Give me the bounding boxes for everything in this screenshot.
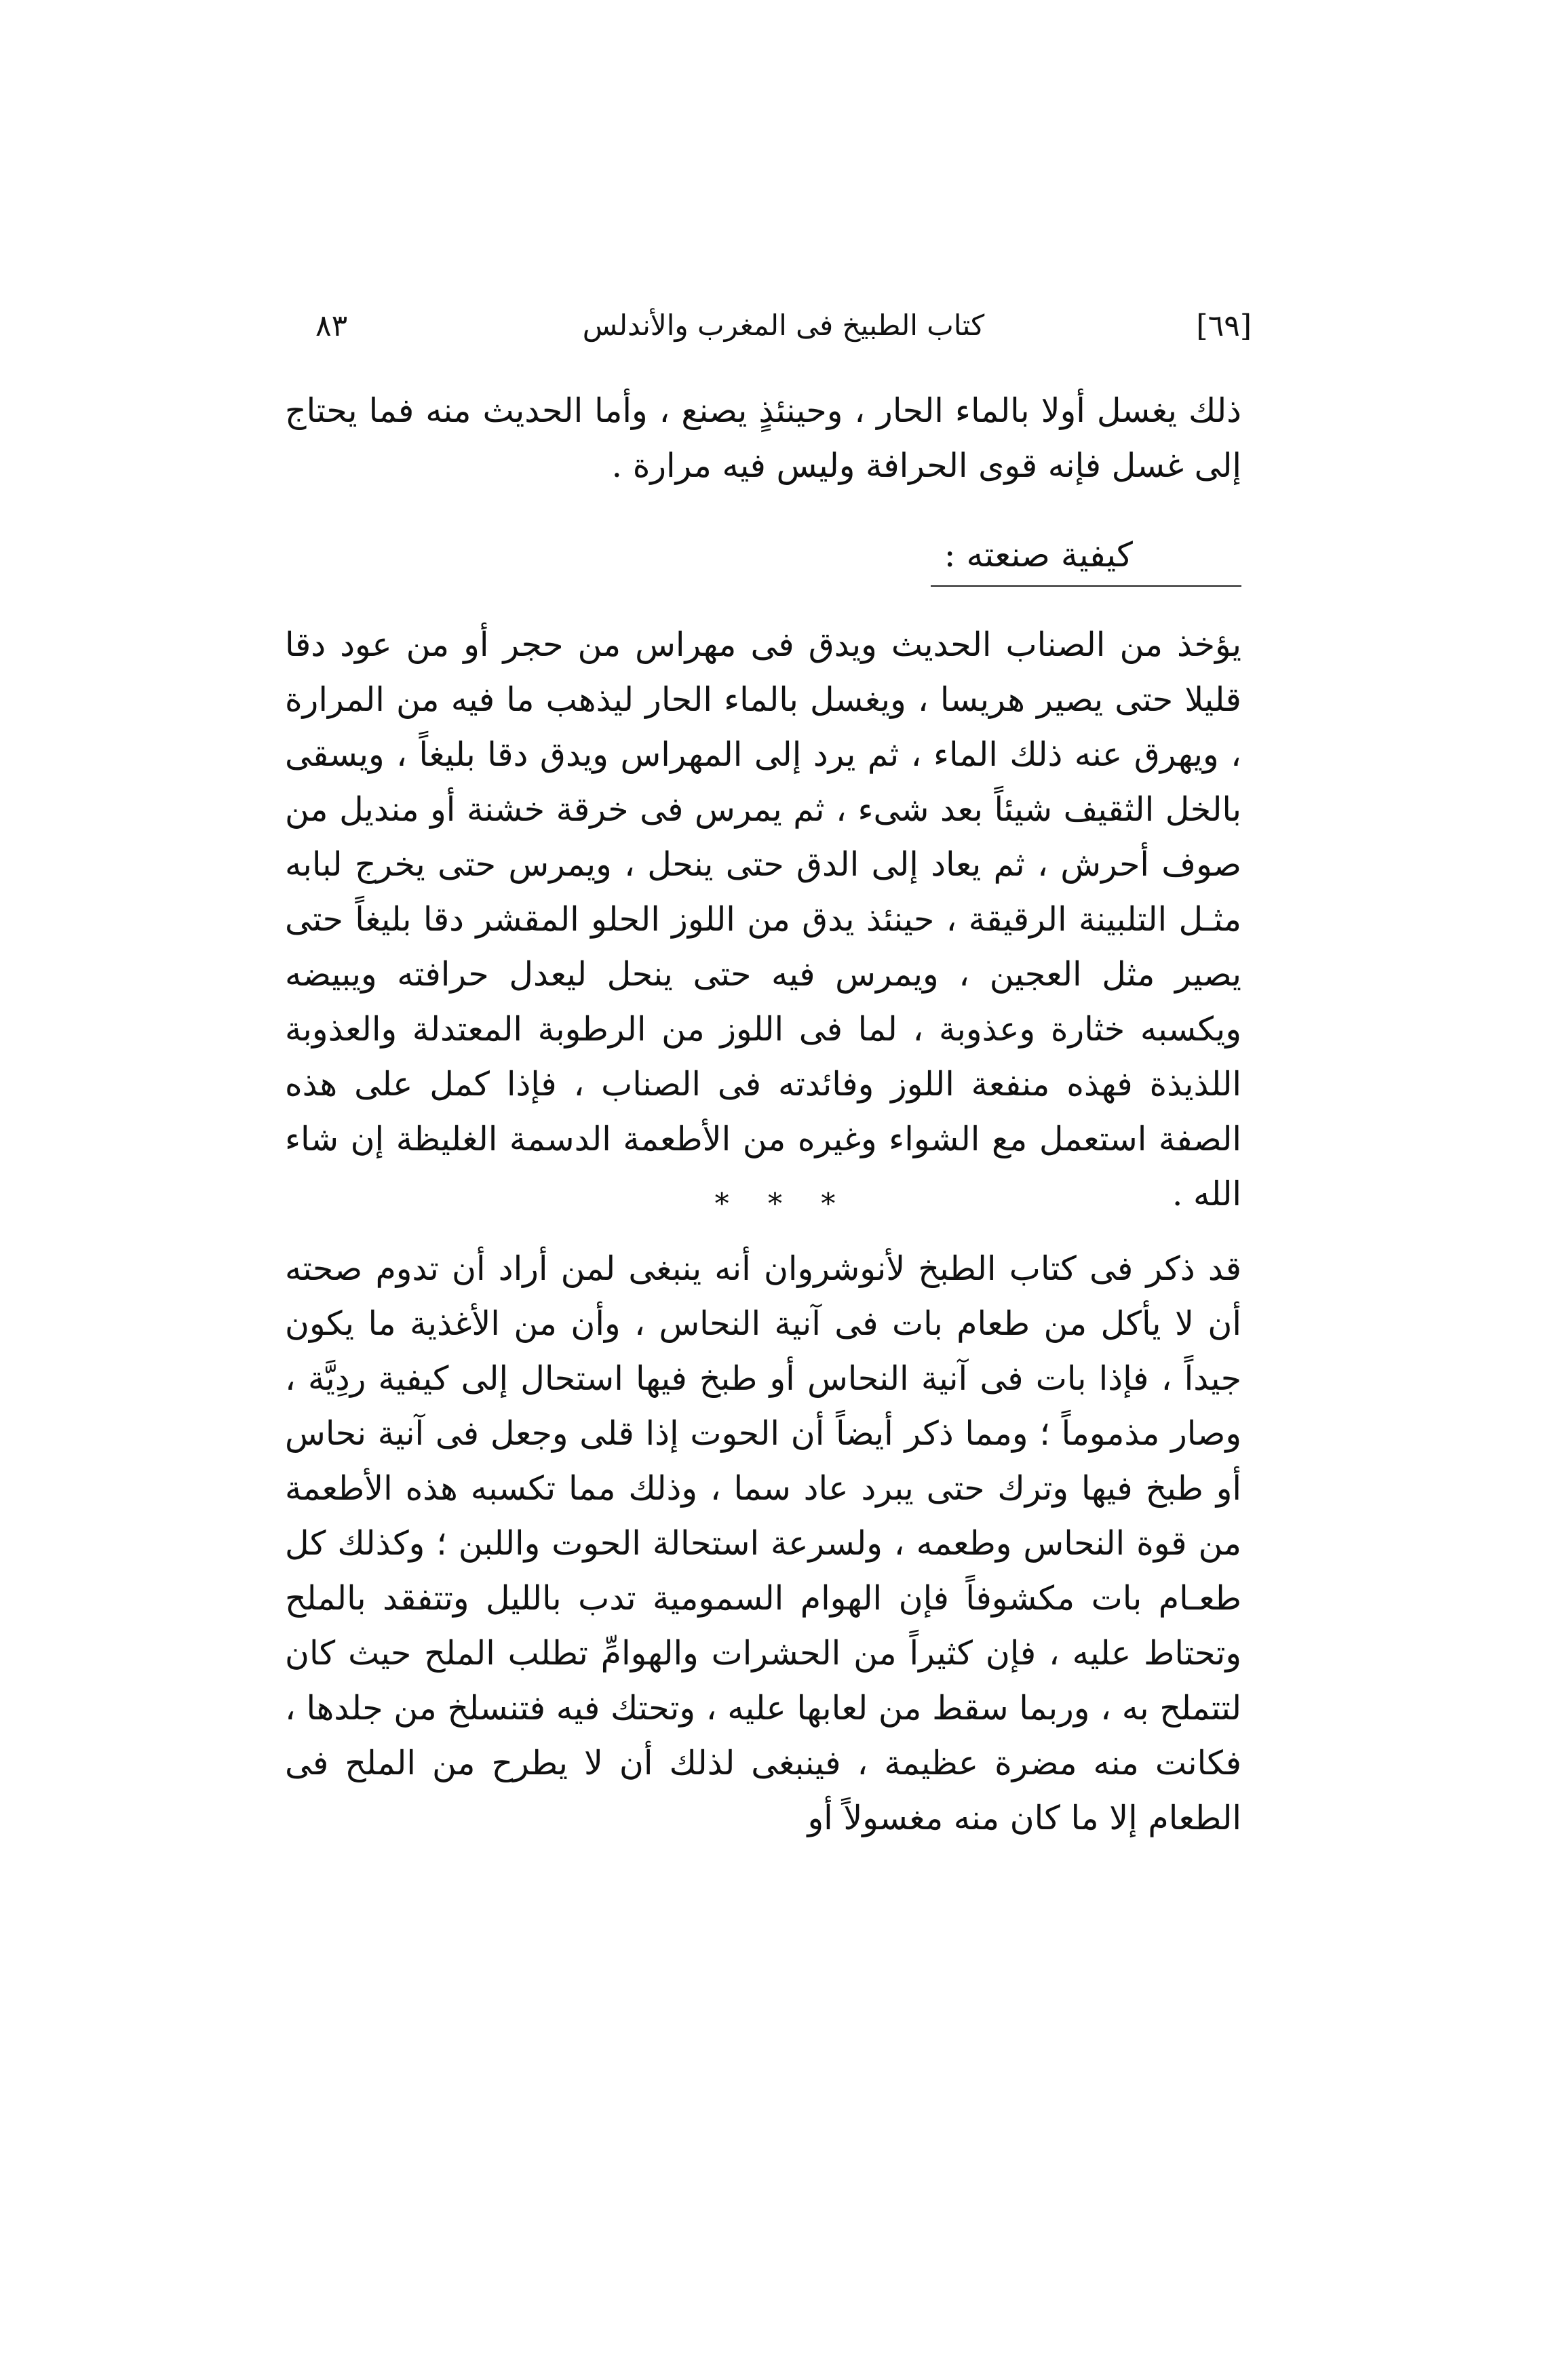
paragraph-continuation — [285, 383, 1241, 493]
section-number: [٦٩] — [1196, 309, 1252, 343]
page-header — [315, 309, 1252, 356]
paragraph-text: يؤخذ من الصناب الحديث ويدق فى مهراس من حجر أو من عود دقا قليلا حتى يصير هريسا ، ويغسل بالماء الحار ليذهب ما فيه من المرارة ، ويهرق عنه ذلك الماء ، ثم يرد إلى المهراس ويدق دقا بليغاً ، ويسقى بالخل الثقيف شيئاً بعد شىء ، ثم يمرس فى خرقة خشنة أو منديل من صوف أحرش ، ثم يعاد إلى الدق حتى ينحل ، ويمرس حتى يخرج لبابه مثـل التلبينة الرقيقة ، حينئذ يدق من اللوز الحلو المقشر دقا بليغاً حتى يصير مثل العجين ، ويمرس فيه حتى ينحل ليعدل حرافته ويبيضه ويكسبه خثارة وعذوبة ، لما فى اللوز من الرطوبة المعتدلة والعذوبة اللذيذة فهذه منفعة اللوز وفائدته فى الصناب ، فإذا كمل على هذه الصفة استعمل مع الشواء وغيره من الأطعمة الدسمة الغليظة إن شاء الله . — [285, 625, 1241, 1213]
running-title: كتاب الطبيخ فى المغرب والأندلس — [582, 309, 985, 342]
recipe-paragraph — [285, 617, 1241, 1222]
section-heading — [285, 528, 1241, 587]
paragraph-text: قد ذكر فى كتاب الطبخ لأنوشروان أنه ينبغى لمن أراد أن تدوم صحته أن لا يأكل من طعام بات فى آنية النحاس ، وأن من الأغذية ما يكون جيداً ، فإذا بات فى آنية النحاس أو طبخ فيها استحال إلى كيفية ردِيَّة ، وصار مذموماً ؛ ومما ذكر أيضاً أن الحوت إذا قلى وجعل فى آنية نحاس أو طبخ فيها وترك حتى يبرد عاد سما ، وذلك مما تكسبه هذه الأطعمة من قوة النحاس وطعمه ، ولسرعة استحالة الحوت واللبن ؛ وكذلك كل طعـام بات مكشوفاً فإن الهوام السمومية تدب بالليل وتتفقد بالملح وتحتاط عليه ، فإن كثيراً من الحشرات والهوامِّ تطلب الملح حيث كان لتتملح به ، وربما سقط من لعابها عليه ، وتحتك فيه فتنسلخ من جلدها ، فكانت منه مضرة عظيمة ، فينبغى لذلك أن لا يطرح من الملح فى الطعام إلا ما كان منه مغسولاً أو — [285, 1249, 1241, 1837]
paragraph-text: ذلك يغسل أولا بالماء الحار ، وحينئذٍ يصنع ، وأما الحديث منه فما يحتاج إلى غسل فإنه قوى الحرافة وليس فيه مرارة . — [285, 391, 1241, 485]
advice-paragraph — [285, 1241, 1241, 1846]
section-heading-text: كيفية صنعته : — [931, 528, 1241, 587]
asterisk-separator: * * * — [714, 1187, 851, 1220]
page-number: ٨٣ — [315, 309, 348, 343]
